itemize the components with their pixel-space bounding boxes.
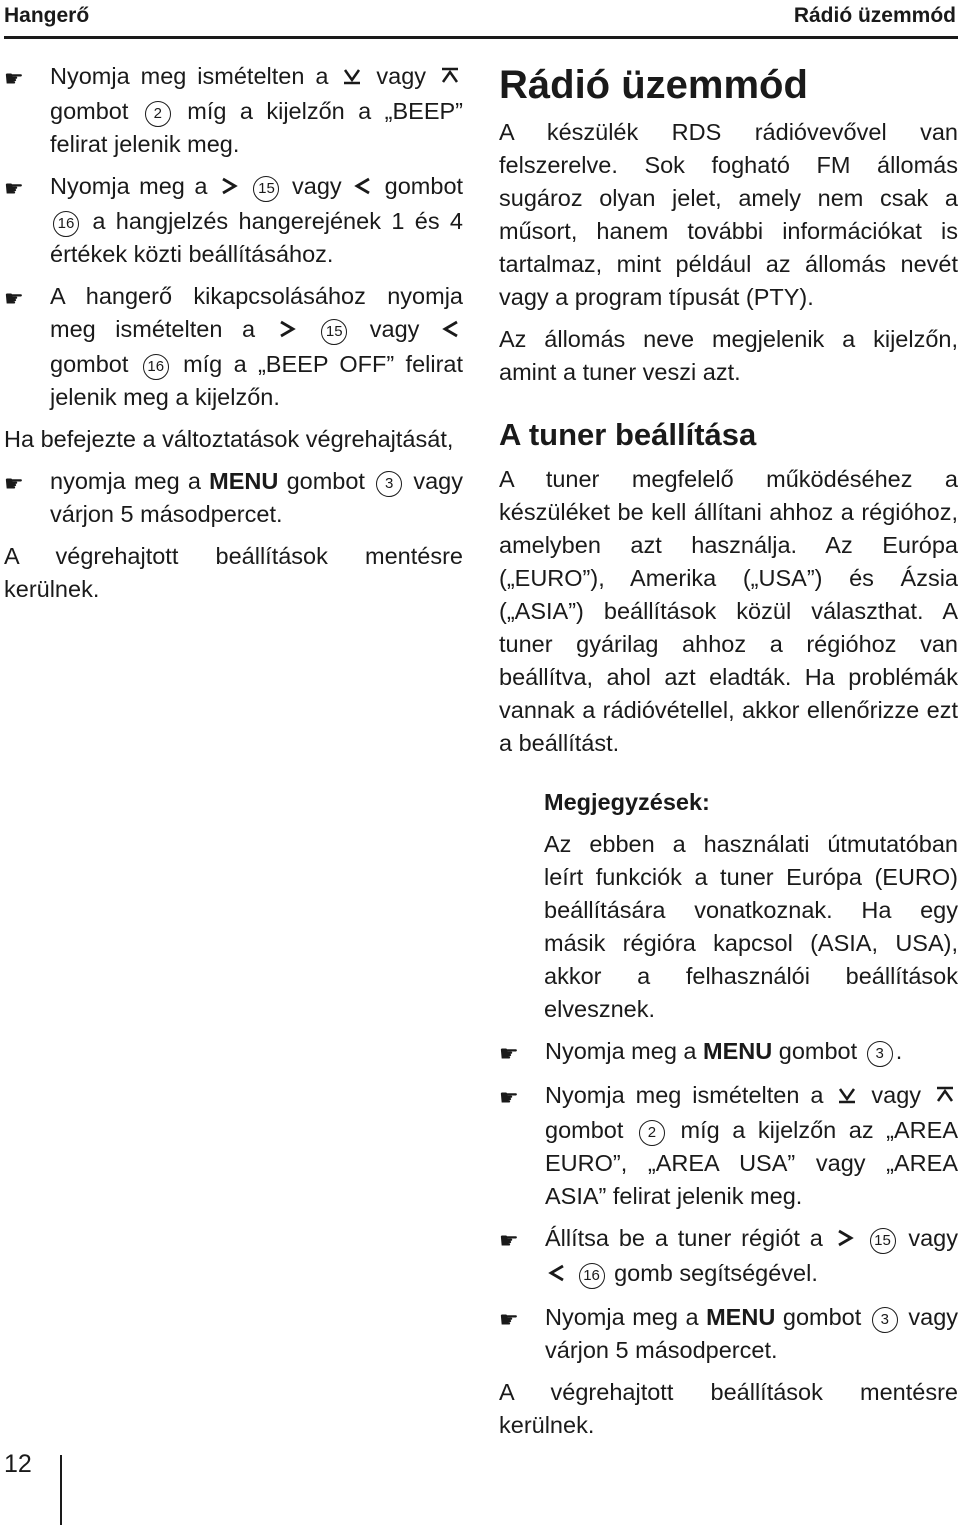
down-arrow-icon bbox=[342, 62, 362, 95]
text: gombot bbox=[778, 1038, 858, 1064]
text: A hangerő kikapcsolásához nyomja meg ismételten a bbox=[50, 283, 463, 342]
text: Nyomja meg a bbox=[545, 1038, 697, 1064]
paragraph: Ha befejezte a változtatások végrehajtását, bbox=[4, 426, 454, 452]
text: gombot bbox=[782, 1304, 862, 1330]
pointing-hand-icon: ☛ bbox=[4, 471, 24, 496]
paragraph: A végrehajtott beállítások mentésre kerülnek. bbox=[4, 543, 463, 602]
pointing-hand-icon: ☛ bbox=[4, 66, 24, 91]
button-number: 16 bbox=[53, 211, 79, 237]
menu-keyword: MENU bbox=[703, 1038, 773, 1064]
text: míg a kijelzőn az „AREA EURO”, „AREA USA” vagy „AREA ASIA” felirat jelenik meg. bbox=[545, 1117, 959, 1209]
paragraph: A tuner megfelelő működéséhez a készüléket be kell állítani ahhoz a régióhoz, amelyben azt használja. Az Európa („EURO”), Amerika („USA”) és Ázsia („ASIA”) beállítások közül választhat. A tuner gyárilag ahhoz a régióhoz van beállítva, ahol azt eladták. Ha problémák vannak a rádióvétellel, akkor ellenőrizze ezt a beállítást. bbox=[499, 466, 958, 756]
bullet-menu bbox=[4, 465, 463, 531]
text: vagy bbox=[871, 1082, 922, 1108]
text: míg a „BEEP OFF” felirat jelenik meg a kijelzőn. bbox=[50, 351, 464, 410]
right-chevron-icon bbox=[278, 315, 296, 348]
bullet-menu bbox=[499, 1035, 958, 1070]
pointing-hand-icon: ☛ bbox=[499, 1228, 519, 1253]
section-heading: Rádió üzemmód bbox=[499, 63, 808, 107]
right-chevron-icon bbox=[220, 172, 238, 205]
button-number: 15 bbox=[253, 176, 279, 202]
note-block bbox=[544, 786, 958, 1026]
bullet-volume-off bbox=[4, 280, 463, 414]
text: vagy bbox=[376, 63, 427, 89]
text: a hangjelzés hangerejének 1 és 4 értékek közti beállításához. bbox=[50, 208, 463, 267]
left-chevron-icon bbox=[442, 315, 460, 348]
button-number: 15 bbox=[321, 319, 347, 345]
right-chevron-icon bbox=[836, 1224, 854, 1257]
button-number: 16 bbox=[143, 354, 169, 380]
paragraph: A végrehajtott beállítások mentésre kerülnek. bbox=[499, 1379, 958, 1438]
page-number: 12 bbox=[4, 1450, 32, 1478]
left-chevron-icon bbox=[354, 172, 372, 205]
button-number: 3 bbox=[872, 1307, 898, 1333]
text: gombot bbox=[384, 173, 464, 199]
subsection-heading: A tuner beállítása bbox=[499, 417, 757, 452]
paragraph: Az állomás neve megjelenik a kijelzőn, amint a tuner veszi azt. bbox=[499, 326, 958, 385]
text: gombot bbox=[50, 98, 129, 124]
left-column bbox=[4, 60, 463, 606]
button-number: 15 bbox=[870, 1228, 896, 1254]
right-column bbox=[499, 60, 958, 1442]
text: gombot bbox=[286, 468, 365, 494]
bullet-menu-confirm bbox=[499, 1301, 958, 1367]
text: Állítsa be a tuner régiót a bbox=[545, 1225, 823, 1251]
note-text: Az ebben a használati útmutatóban leírt funkciók a tuner Európa (EURO) beállítására vonatkoznak. Ha egy másik régióra kapcsol (ASIA, USA), akkor a felhasználói beállítások elvesznek. bbox=[544, 831, 958, 1022]
bullet-region bbox=[499, 1222, 958, 1292]
left-chevron-icon bbox=[548, 1259, 566, 1292]
button-number: 3 bbox=[867, 1041, 893, 1067]
paragraph: A készülék RDS rádióvevővel van felszerelve. Sok fogható FM állomás sugároz olyan jelet, amely nem csak a műsort, hanem további információkat is tartalmaz, mint például az állomás nevét vagy a program típusát (PTY). bbox=[499, 119, 958, 310]
header-right-title: Rádió üzemmód bbox=[793, 4, 956, 27]
button-number: 16 bbox=[579, 1263, 605, 1289]
bullet-beep bbox=[4, 60, 463, 161]
text: nyomja meg a bbox=[50, 468, 201, 494]
text: vagy várjon 5 másodpercet. bbox=[50, 468, 463, 527]
text: Nyomja meg ismételten a bbox=[50, 63, 329, 89]
text: . bbox=[895, 1038, 903, 1064]
text: Nyomja meg ismételten a bbox=[545, 1082, 824, 1108]
text: vagy bbox=[292, 173, 342, 199]
text: vagy várjon 5 másodpercet. bbox=[545, 1304, 959, 1363]
text: Nyomja meg a bbox=[50, 173, 208, 199]
pointing-hand-icon: ☛ bbox=[499, 1041, 519, 1066]
text: vagy bbox=[369, 316, 420, 342]
button-number: 3 bbox=[376, 471, 402, 497]
pointing-hand-icon: ☛ bbox=[499, 1085, 519, 1110]
text: gomb segítségével. bbox=[614, 1260, 818, 1286]
pointing-hand-icon: ☛ bbox=[4, 176, 24, 201]
menu-keyword: MENU bbox=[209, 468, 279, 494]
bullet-volume bbox=[4, 170, 463, 271]
text: vagy bbox=[908, 1225, 958, 1251]
text: gombot bbox=[545, 1117, 624, 1143]
text: míg a kijelzőn a „BEEP” felirat jelenik meg. bbox=[50, 98, 464, 157]
pointing-hand-icon: ☛ bbox=[4, 286, 24, 311]
button-number: 2 bbox=[145, 101, 171, 127]
note-title: Megjegyzések: bbox=[544, 789, 710, 815]
up-arrow-icon bbox=[440, 62, 460, 95]
text: gombot bbox=[50, 351, 129, 377]
button-number: 2 bbox=[639, 1120, 665, 1146]
down-arrow-icon bbox=[837, 1081, 857, 1114]
text: Nyomja meg a bbox=[545, 1304, 699, 1330]
bullet-area bbox=[499, 1079, 958, 1213]
header-rule bbox=[4, 36, 958, 39]
up-arrow-icon bbox=[935, 1081, 955, 1114]
menu-keyword: MENU bbox=[706, 1304, 776, 1330]
pointing-hand-icon: ☛ bbox=[499, 1307, 519, 1332]
header-left-title: Hangerő bbox=[4, 4, 90, 27]
page-number-rule bbox=[60, 1455, 62, 1525]
